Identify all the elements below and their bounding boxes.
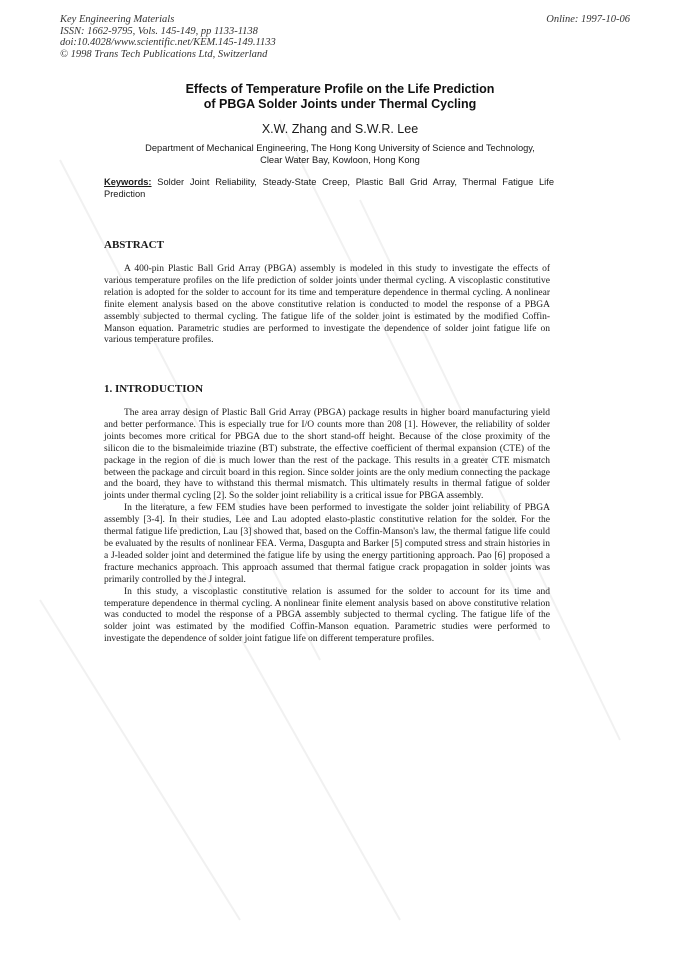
intro-paragraph-2: In the literature, a few FEM studies have been performed to investigate the solder joint reliability of PBGA assembly [3-4]. In their studies, Lee and Lau adopted elasto-plastic constitutive relation for the solder. For the thermal fatigue life prediction, Lau [3] showed that, based on the Coffin-Manson's law, the thermal fatigue life could be evaluated by the results of nonlinear FEA. Verma, Dasgupta and Barker [5] computed stress and strain histories in a J-leaded solder joint and determined the fatigue life by using the energy partitioning approach. Pao [6] proposed a fracture mechanics approach. This approach assumed that thermal fatigue crack propagation in solder joints was primarily controlled by the J integral.	[104, 503, 550, 585]
abstract-heading: ABSTRACT	[104, 239, 164, 251]
affiliation-line-1: Department of Mechanical Engineering, The Hong Kong University of Science and Technology,	[145, 143, 535, 153]
intro-paragraph-1: The area array design of Plastic Ball Grid Array (PBGA) package results in higher board manufacturing yield and better performance. This is especially true for I/O counts more than 208 [1]. However, the reliability of solder joints becomes more critical for PBGA due to the short stand-off height. Because of the close proximity of the silicon die to the bismaleimide triazine (BT) substrate, the effective coefficient of thermal expansion (CTE) of the package in the region of die is much lower than the rest of the package. This results in a greater CTE mismatch between the package and circuit board in this region. Since solder joints are the only medium connecting the package and the board, they have to withstand this thermal mismatch. This ultimately results in thermal fatigue of solder joints under thermal cycling [2]. So the solder joint reliability is a critical issue for PBGA assembly.	[104, 408, 550, 502]
authors: X.W. Zhang and S.W.R. Lee	[261, 122, 419, 136]
paper-title	[100, 82, 580, 112]
issn-line: ISSN: 1662-9795, Vols. 145-149, pp 1133-1138	[60, 25, 258, 37]
introduction-body	[104, 408, 550, 646]
intro-paragraph-3: In this study, a viscoplastic constitutive relation is assumed for the solder to account for its time and temperature dependence in thermal cycling. A nonlinear finite element analysis based on above constitutive relation was conducted to model the response of a PBGA assembly subjected to thermal cycling. The fatigue life of the solder joint was estimated by the modified Coffin-Manson equation. Parametric studies were performed to investigate the dependence of solder joint fatigue life on different temperature profiles.	[104, 586, 550, 645]
doi-link[interactable]: doi:10.4028/www.scientific.net/KEM.145-149.1133	[60, 37, 276, 48]
introduction-heading: 1. INTRODUCTION	[104, 383, 204, 395]
affiliation-line-2: Clear Water Bay, Kowloon, Hong Kong	[260, 154, 420, 165]
journal-name: Key Engineering Materials	[60, 14, 175, 25]
keywords-label: Keywords:	[104, 177, 152, 187]
keywords	[104, 177, 554, 200]
journal-header	[60, 14, 400, 60]
keywords-text: Solder Joint Reliability, Steady-State Creep, Plastic Ball Grid Array, Thermal Fatigue Life Prediction	[104, 177, 554, 199]
title-line-2: of PBGA Solder Joints under Thermal Cycling	[203, 97, 477, 111]
copyright-line: © 1998 Trans Tech Publications Ltd, Switzerland	[60, 48, 268, 60]
online-date: Online: 1997-10-06	[546, 14, 630, 25]
title-line-1: Effects of Temperature Profile on the Life Prediction	[185, 82, 495, 96]
abstract-body	[104, 264, 550, 347]
affiliation	[100, 143, 580, 166]
abstract-paragraph: A 400-pin Plastic Ball Grid Array (PBGA) assembly is modeled in this study to investigate the effects of various temperature profiles on the life prediction of solder joints under thermal cycling. A viscoplastic constitutive relation is adopted for the solder to account for its time and temperature dependence in thermal cycling. A nonlinear finite element analysis based on the above constitutive relation is conducted to model the response of a PBGA assembly subjected to thermal cycling. The fatigue life of the solder joint is estimated by the modified Coffin-Manson equation. Parametric studies are performed to investigate the dependence of solder joint fatigue life on various temperature profiles.	[104, 264, 550, 346]
